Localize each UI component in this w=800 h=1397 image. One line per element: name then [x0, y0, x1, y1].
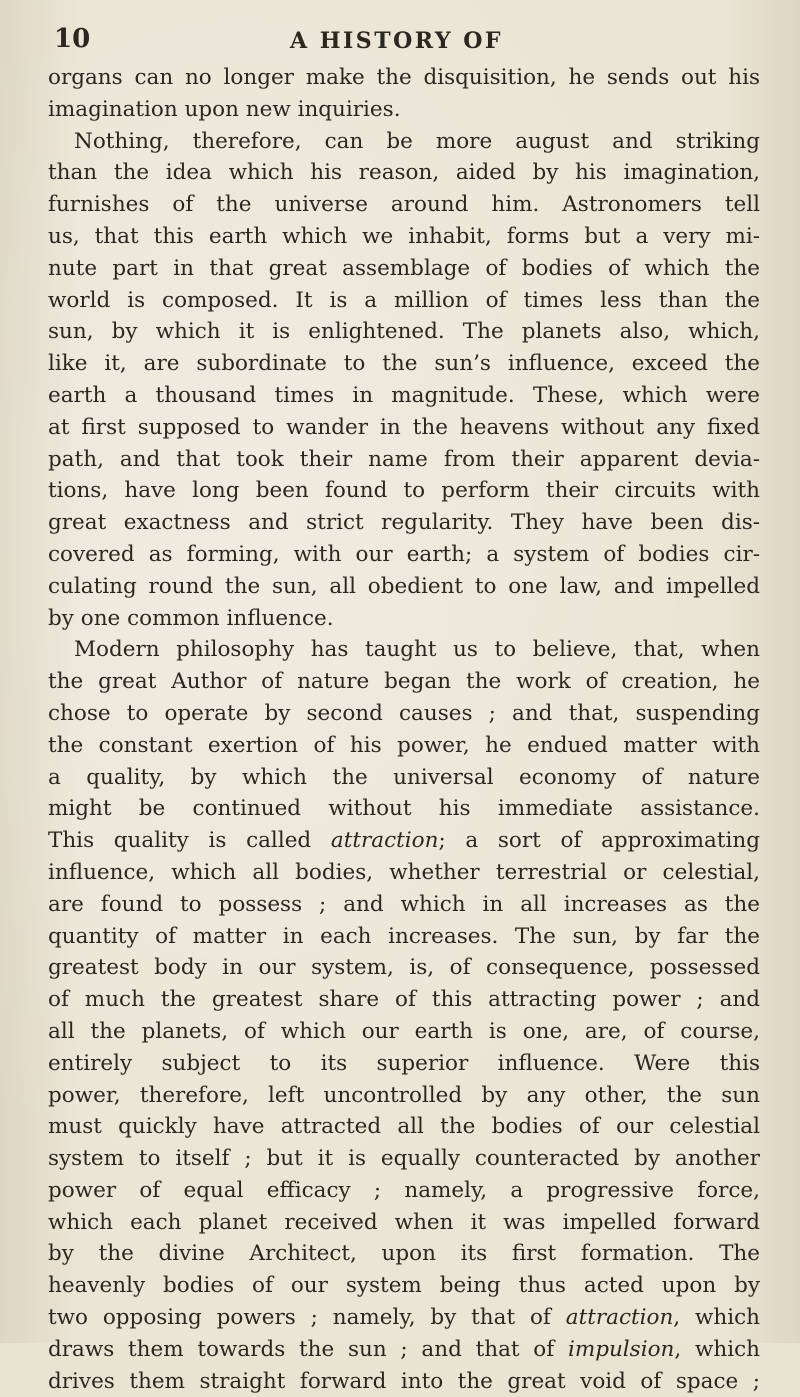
text-line [48, 984, 760, 1016]
text-line [48, 793, 760, 825]
text-line [48, 348, 760, 380]
text-segment: greatest body in our system, is, of consequence, possessed [48, 955, 760, 981]
text-segment: a quality, by which the universal economy of nature [48, 764, 760, 790]
text-segment: draws them towards the sun ; and that of [48, 1336, 568, 1362]
text-line [48, 285, 760, 317]
text-line [48, 889, 760, 921]
text-line [48, 1270, 760, 1302]
paragraph [48, 62, 760, 126]
text-line [48, 1302, 760, 1334]
text-line [48, 730, 760, 762]
text-line [48, 157, 760, 189]
text-line [48, 412, 760, 444]
paragraph [48, 126, 760, 635]
text-segment: , which [673, 1305, 761, 1331]
text-segment: by the divine Architect, upon its first formation. The [48, 1241, 760, 1267]
text-line [48, 94, 760, 126]
text-segment: Modern philosophy has taught us to believe, that, when [74, 637, 760, 663]
text-line [48, 221, 760, 253]
text-segment: like it, are subordinate to the sun’s influence, exceed the [48, 351, 760, 377]
text-segment: power, therefore, left uncontrolled by any other, the sun [48, 1082, 760, 1108]
text-segment: us, that this earth which we inhabit, forms but a very mi- [48, 223, 760, 249]
text-line [48, 316, 760, 348]
text-line [48, 634, 760, 666]
text-segment: furnishes of the universe around him. Astronomers tell [48, 192, 760, 218]
body-text [48, 62, 760, 1397]
text-line [48, 1334, 760, 1366]
text-segment: all the planets, of which our earth is one, are, of course, [48, 1018, 760, 1044]
running-head [0, 22, 800, 62]
text-segment: of much the greatest share of this attracting power ; and [48, 987, 760, 1013]
text-segment: entirely subject to its superior influence. Were this [48, 1050, 760, 1076]
text-segment: must quickly have attracted all the bodies of our celestial [48, 1114, 760, 1140]
text-segment: tions, have long been found to perform their circuits with [48, 478, 760, 504]
text-line [48, 253, 760, 285]
text-segment: , which [674, 1336, 760, 1362]
text-segment: path, and that took their name from their apparent devia- [48, 446, 760, 472]
text-segment: the constant exertion of his power, he endued matter with [48, 732, 760, 758]
text-segment: influence, which all bodies, whether terrestrial or celestial, [48, 859, 760, 885]
text-line [48, 762, 760, 794]
text-segment: culating round the sun, all obedient to one law, and impelled [48, 573, 760, 599]
text-segment: two opposing powers ; namely, by that of [48, 1305, 566, 1331]
text-line [48, 189, 760, 221]
text-segment: drives them straight forward into the great void of space ; [48, 1368, 760, 1394]
text-line [48, 571, 760, 603]
text-segment: great exactness and strict regularity. They have been dis- [48, 510, 760, 536]
running-title: A HISTORY OF [290, 28, 503, 54]
text-segment: ; a sort of approximating [438, 828, 760, 854]
text-segment: organs can no longer make the disquisition, he sends out his [48, 65, 760, 90]
italic-term: attraction [330, 828, 439, 854]
text-line [48, 952, 760, 984]
text-line [48, 62, 760, 94]
text-segment: heavenly bodies of our system being thus acted upon by [48, 1273, 760, 1299]
page-number: 10 [54, 24, 91, 54]
text-line [48, 825, 760, 857]
text-line [48, 444, 760, 476]
text-line [48, 1016, 760, 1048]
text-line [48, 1080, 760, 1112]
text-segment: chose to operate by second causes ; and that, suspending [48, 700, 760, 726]
text-line [48, 1143, 760, 1175]
text-line [48, 1366, 760, 1397]
text-segment: at first supposed to wander in the heavens without any fixed [48, 414, 760, 440]
text-line [48, 1048, 760, 1080]
text-line [48, 666, 760, 698]
text-segment: which each planet received when it was impelled forward [48, 1209, 760, 1235]
text-segment: world is composed. It is a million of times less than the [48, 287, 760, 313]
text-segment: system to itself ; but it is equally counteracted by another [48, 1146, 760, 1172]
text-segment: might be continued without his immediate assistance. [48, 796, 760, 822]
text-segment: earth a thousand times in magnitude. These, which were [48, 382, 760, 408]
text-segment: quantity of matter in each increases. The sun, by far the [48, 923, 760, 949]
text-line [48, 507, 760, 539]
text-line [48, 1238, 760, 1270]
text-line [48, 380, 760, 412]
text-segment: This quality is called [48, 828, 331, 854]
text-segment: sun, by which it is enlightened. The planets also, which, [48, 319, 760, 345]
text-segment: nute part in that great assemblage of bodies of which the [48, 255, 760, 281]
text-line [48, 539, 760, 571]
text-line [48, 1175, 760, 1207]
text-segment: Nothing, therefore, can be more august and striking [74, 128, 760, 154]
text-segment: power of equal efficacy ; namely, a progressive force, [48, 1177, 760, 1203]
text-line [48, 1111, 760, 1143]
text-line [48, 921, 760, 953]
text-segment: than the idea which his reason, aided by his imagination, [48, 160, 760, 186]
italic-term: impulsion [567, 1336, 675, 1362]
text-line [48, 126, 760, 158]
text-segment: covered as forming, with our earth; a system of bodies cir- [48, 541, 760, 567]
text-line [48, 698, 760, 730]
paragraph [48, 634, 760, 1397]
text-segment: are found to possess ; and which in all increases as the [48, 891, 760, 917]
text-line [48, 857, 760, 889]
text-segment: imagination upon new inquiries. [48, 96, 401, 122]
text-segment: the great Author of nature began the work of creation, he [48, 669, 760, 695]
text-segment: by one common influence. [48, 605, 334, 631]
text-line [48, 603, 760, 635]
italic-term: attraction [565, 1305, 674, 1331]
text-line [48, 1207, 760, 1239]
text-line [48, 475, 760, 507]
